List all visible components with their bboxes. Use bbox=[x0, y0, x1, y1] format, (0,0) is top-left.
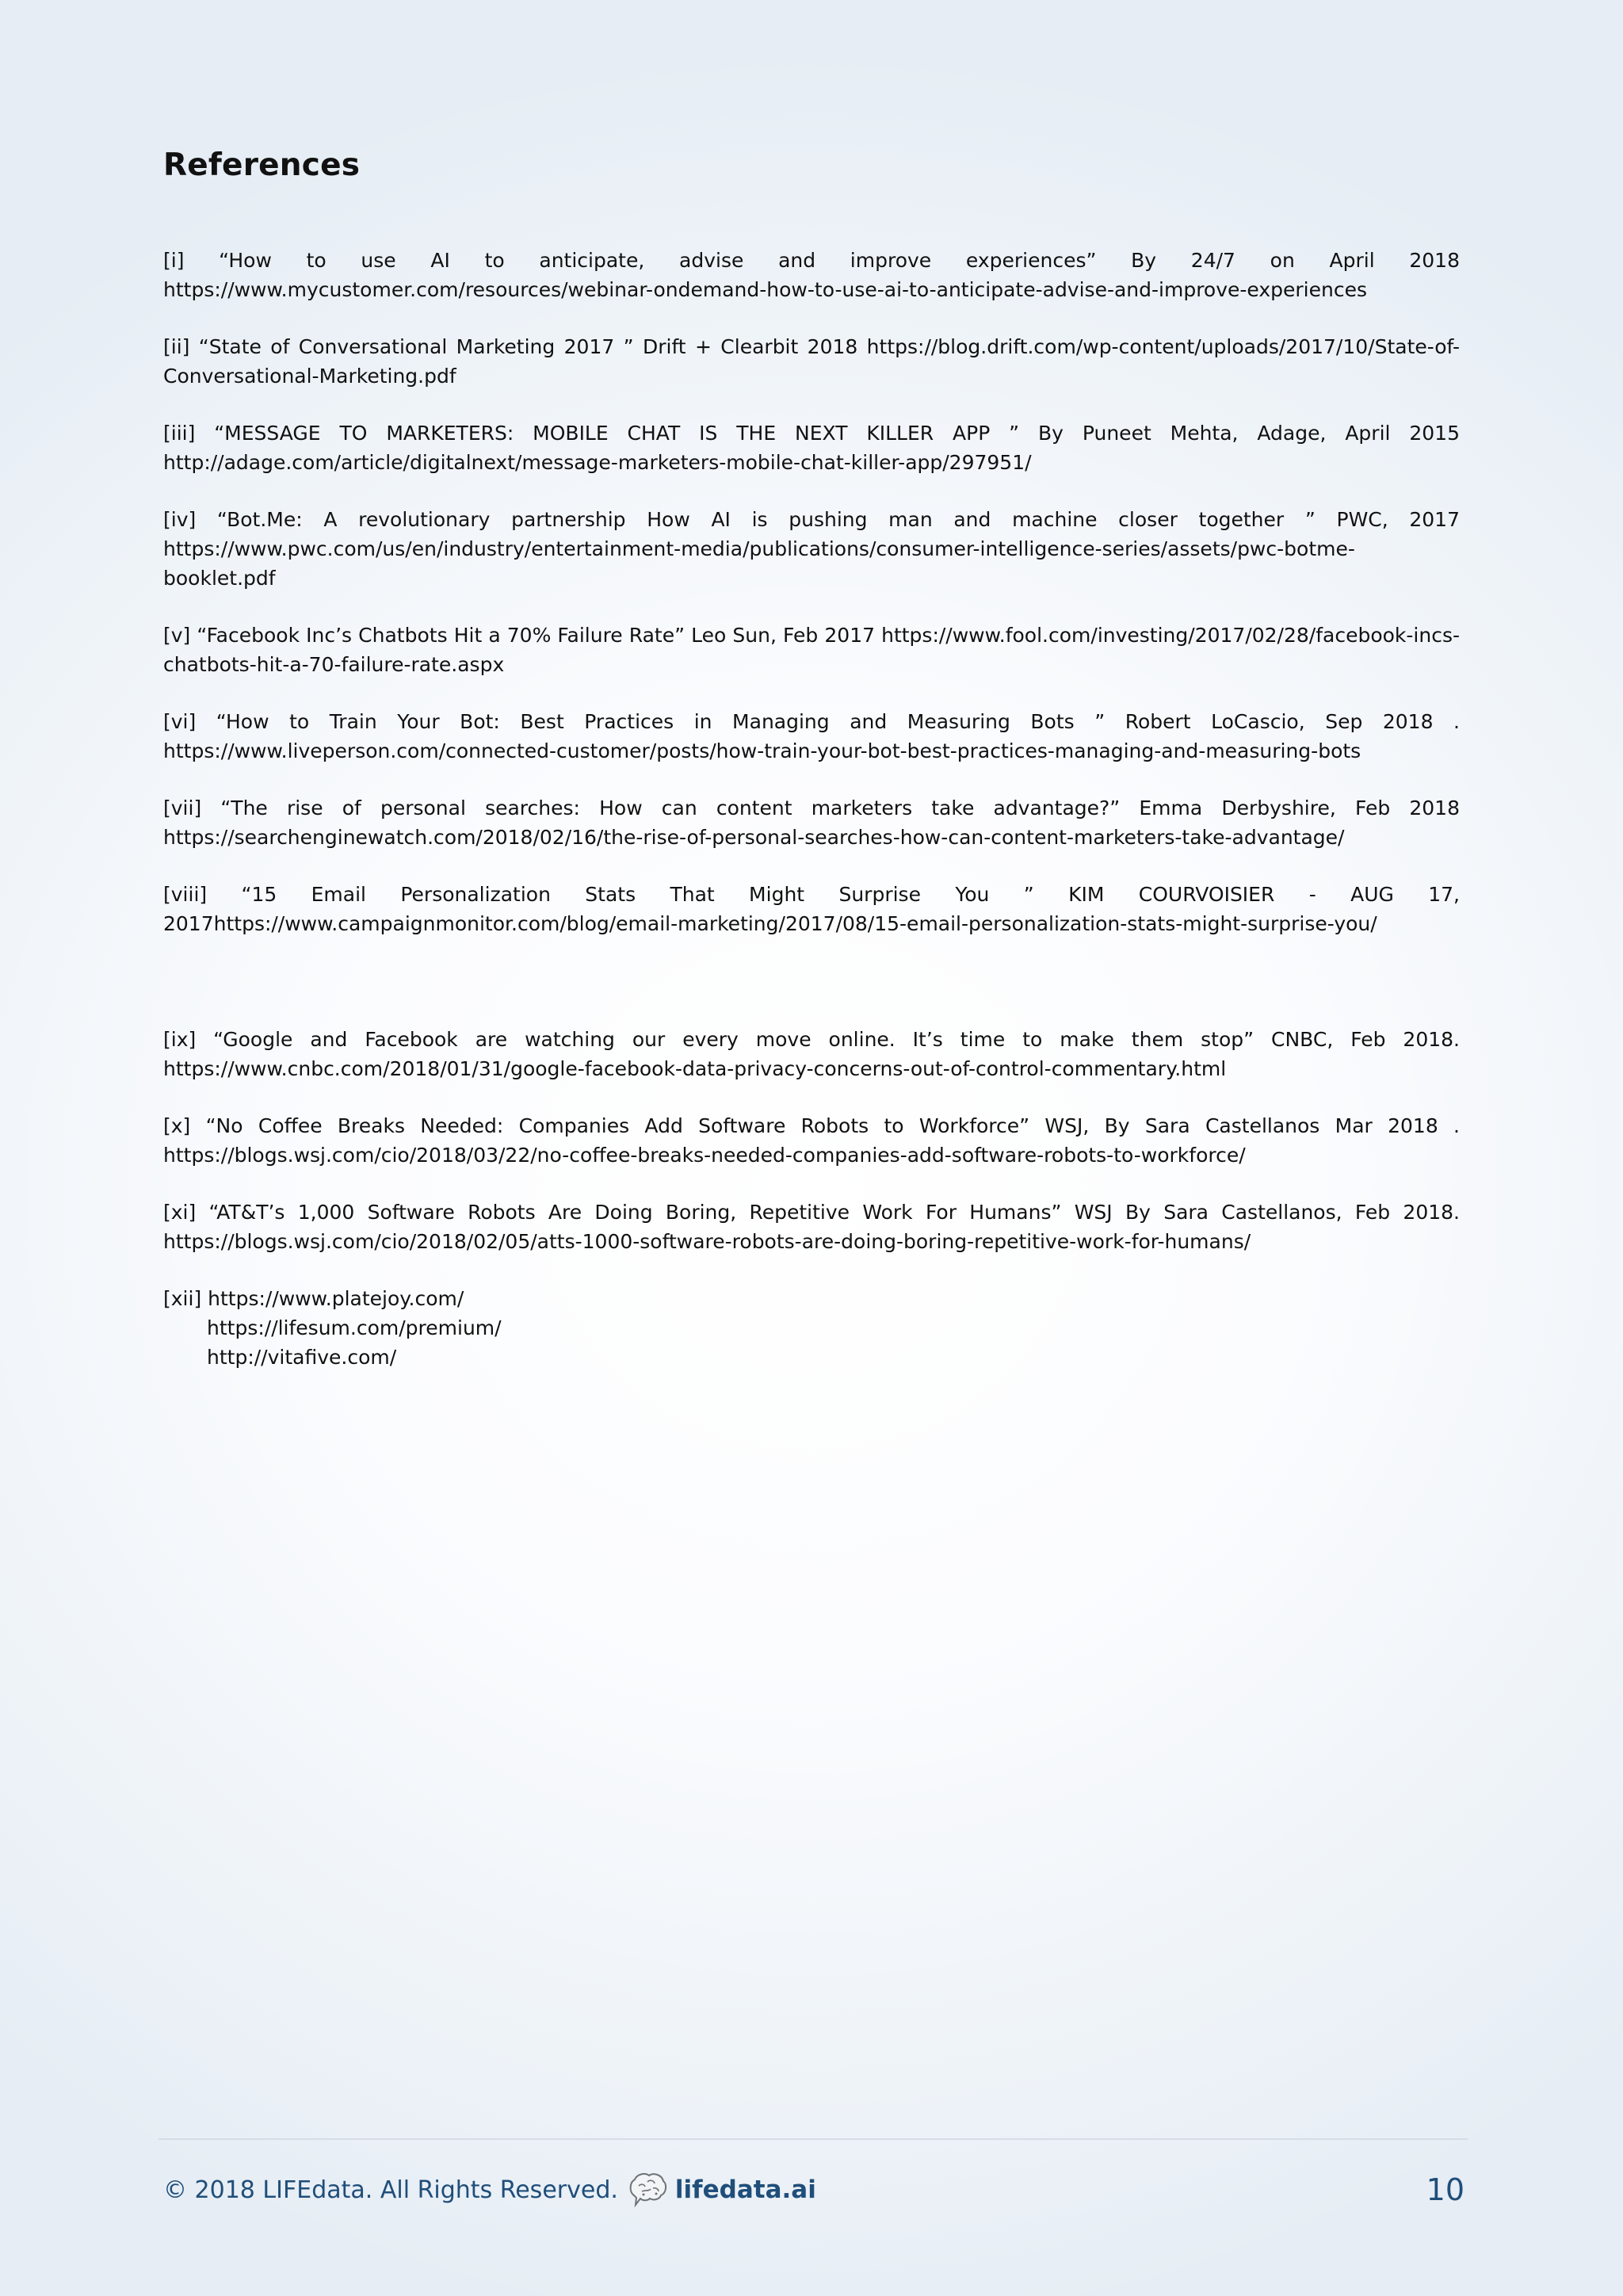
reference-item: [vi] “How to Train Your Bot: Best Practices in Managing and Measuring Bots ” Robert LoCascio, Sep 2018 . https://www.liveperson.com/connected-customer/posts/how-train-your-bot-best-practices-managing-and-measuring-bots bbox=[163, 710, 1460, 762]
footer-divider bbox=[158, 2138, 1468, 2140]
reference-item: [ii] “State of Conversational Marketing 2017 ” Drift + Clearbit 2018 https://blog.drift.com/wp-content/uploads/2017/10/State-of-Conversational-Marketing.pdf bbox=[163, 335, 1460, 388]
brand-name: lifedata.ai bbox=[674, 2176, 816, 2204]
page-footer bbox=[163, 2169, 1465, 2210]
page-title: References bbox=[163, 147, 361, 183]
page-number: 10 bbox=[1426, 2172, 1465, 2207]
reference-item: [iv] “Bot.Me: A revolutionary partnership How AI is pushing man and machine closer together ” PWC, 2017 https://www.pwc.com/us/en/industry/entertainment-media/publications/consumer-intelligence-series/assets/pwc-botme-booklet.pdf bbox=[163, 508, 1460, 590]
reference-item: [v] “Facebook Inc’s Chatbots Hit a 70% Failure Rate” Leo Sun, Feb 2017 https://www.fool.com/investing/2017/02/28/facebook-incs-chatbots-hit-a-70-failure-rate.aspx bbox=[163, 624, 1460, 676]
reference-line: http://vitafive.com/ bbox=[207, 1346, 397, 1369]
brain-chat-bubble-icon bbox=[628, 2172, 667, 2208]
reference-item: [iii] “MESSAGE TO MARKETERS: MOBILE CHAT IS THE NEXT KILLER APP ” By Puneet Mehta, Adage, April 2015 http://adage.com/article/digitalnext/message-marketers-mobile-chat-killer-app/297951/ bbox=[163, 422, 1460, 474]
reference-list bbox=[163, 246, 1460, 1400]
reference-item: [viii] “15 Email Personalization Stats That Might Surprise You ” KIM COURVOISIER - AUG 17, 2017https://www.campaignmonitor.com/blog/email-marketing/2017/08/15-email-personalization-stats-might-surprise-you/ bbox=[163, 883, 1460, 935]
reference-item: [vii] “The rise of personal searches: How can content marketers take advantage?” Emma Derbyshire, Feb 2018 https://searchenginewatch.com/2018/02/16/the-rise-of-personal-searches-how-can-content-marketers-take-advantage/ bbox=[163, 797, 1460, 849]
reference-item: [ix] “Google and Facebook are watching our every move online. It’s time to make them stop” CNBC, Feb 2018. https://www.cnbc.com/2018/01/31/google-facebook-data-privacy-concerns-out-of-control-commentary.html bbox=[163, 1028, 1460, 1080]
reference-item-last bbox=[163, 1284, 1460, 1372]
reference-line: [xii] https://www.platejoy.com/ bbox=[163, 1287, 464, 1310]
reference-item: [x] “No Coffee Breaks Needed: Companies Add Software Robots to Workforce” WSJ, By Sara Castellanos Mar 2018 . https://blogs.wsj.com/cio/2018/03/22/no-coffee-breaks-needed-companies-add-software-robots-to-workforce/ bbox=[163, 1114, 1460, 1167]
copyright-text: © 2018 LIFEdata. All Rights Reserved. bbox=[163, 2176, 618, 2204]
reference-line: https://lifesum.com/premium/ bbox=[207, 1316, 502, 1339]
reference-item: [i] “How to use AI to anticipate, advise and improve experiences” By 24/7 on April 2018 https://www.mycustomer.com/resources/webinar-ondemand-how-to-use-ai-to-anticipate-advise-and-improve-experiences bbox=[163, 249, 1460, 301]
reference-item: [xi] “AT&T’s 1,000 Software Robots Are Doing Boring, Repetitive Work For Humans” WSJ By Sara Castellanos, Feb 2018. https://blogs.wsj.com/cio/2018/02/05/atts-1000-software-robots-are-doing-boring-repetitive-work-for-humans/ bbox=[163, 1201, 1460, 1253]
